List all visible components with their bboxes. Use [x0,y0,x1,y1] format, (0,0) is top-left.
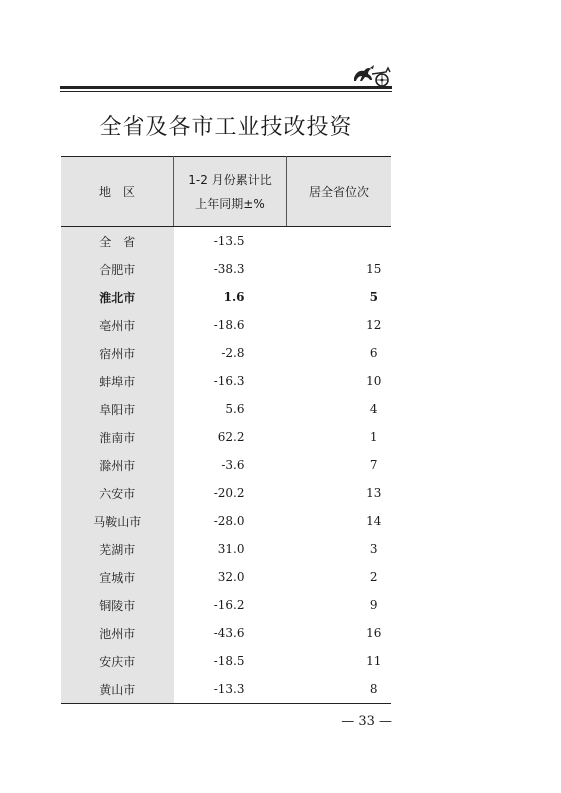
value-cell: -28.0 [213,514,245,528]
column-header-value [174,157,287,227]
table-row [61,423,391,451]
page-title: 全省及各市工业技改投资 [99,115,353,140]
rank-cell: 9 [369,598,378,612]
rank-cell: 6 [369,346,378,360]
value-cell: -16.2 [213,598,245,612]
table-row [61,591,391,619]
region-cell: 安庆市 [61,647,174,675]
table-row [61,563,391,591]
header-rule-thick [60,86,392,89]
value-cell: -43.6 [213,626,245,640]
table-row [61,255,391,283]
region-cell: 芜湖市 [61,535,174,563]
rank-cell: 10 [366,374,382,388]
value-cell: -18.6 [213,318,245,332]
rank-cell: 12 [366,318,382,332]
region-cell: 马鞍山市 [61,507,174,535]
region-cell: 亳州市 [61,311,174,339]
value-cell: 5.6 [225,402,245,416]
rank-cell: 7 [369,458,378,472]
column-header-value-line2: 上年同期±% [195,196,265,211]
table-row [61,339,391,367]
table-row [61,619,391,647]
region-cell: 池州市 [61,619,174,647]
rank-cell: 11 [366,654,382,668]
value-cell: 32.0 [217,570,245,584]
rank-cell: 14 [366,514,382,528]
column-header-region: 地 区 [61,157,174,227]
table-body [61,227,391,704]
investment-table [61,156,391,704]
page-number: — 33 — [341,714,392,729]
value-cell: -2.8 [221,346,245,360]
region-cell: 铜陵市 [61,591,174,619]
region-cell: 全 省 [61,227,174,256]
header-rule-thin [60,91,392,92]
region-cell: 合肥市 [61,255,174,283]
region-cell: 淮北市 [61,283,174,311]
rank-cell: 3 [369,542,378,556]
table-row [61,227,391,256]
rank-cell: 8 [287,675,392,704]
rank-cell [287,227,392,256]
horse-chariot-icon [350,60,394,88]
region-cell: 滁州市 [61,451,174,479]
rank-cell: 13 [366,486,382,500]
table-row [61,507,391,535]
rank-cell: 2 [369,570,378,584]
value-cell: 1.6 [223,290,245,304]
value-cell: 31.0 [217,542,245,556]
value-cell: -38.3 [213,262,245,276]
table-row [61,451,391,479]
rank-cell: 1 [369,430,378,444]
rank-cell: 5 [369,290,378,304]
column-header-rank: 居全省位次 [287,157,392,227]
value-cell: -18.5 [213,654,245,668]
table-row [61,675,391,704]
value-cell: -20.2 [213,486,245,500]
rank-cell: 16 [366,626,382,640]
table-row [61,367,391,395]
table-row [61,535,391,563]
region-cell: 阜阳市 [61,395,174,423]
region-cell: 蚌埠市 [61,367,174,395]
value-cell: -13.5 [213,234,245,248]
region-cell: 黄山市 [61,675,174,704]
table-row [61,283,391,311]
region-cell: 淮南市 [61,423,174,451]
value-cell: -13.3 [174,675,287,704]
table-header-row [61,157,391,227]
region-cell: 宣城市 [61,563,174,591]
value-cell: 62.2 [217,430,245,444]
region-cell: 宿州市 [61,339,174,367]
value-cell: -3.6 [221,458,245,472]
rank-cell: 4 [369,402,378,416]
column-header-value-line1: 1-2 月份累计比 [188,172,272,187]
region-cell: 六安市 [61,479,174,507]
table-row [61,311,391,339]
table-row [61,479,391,507]
table-row [61,647,391,675]
value-cell: -16.3 [213,374,245,388]
table-row [61,395,391,423]
rank-cell: 15 [366,262,382,276]
